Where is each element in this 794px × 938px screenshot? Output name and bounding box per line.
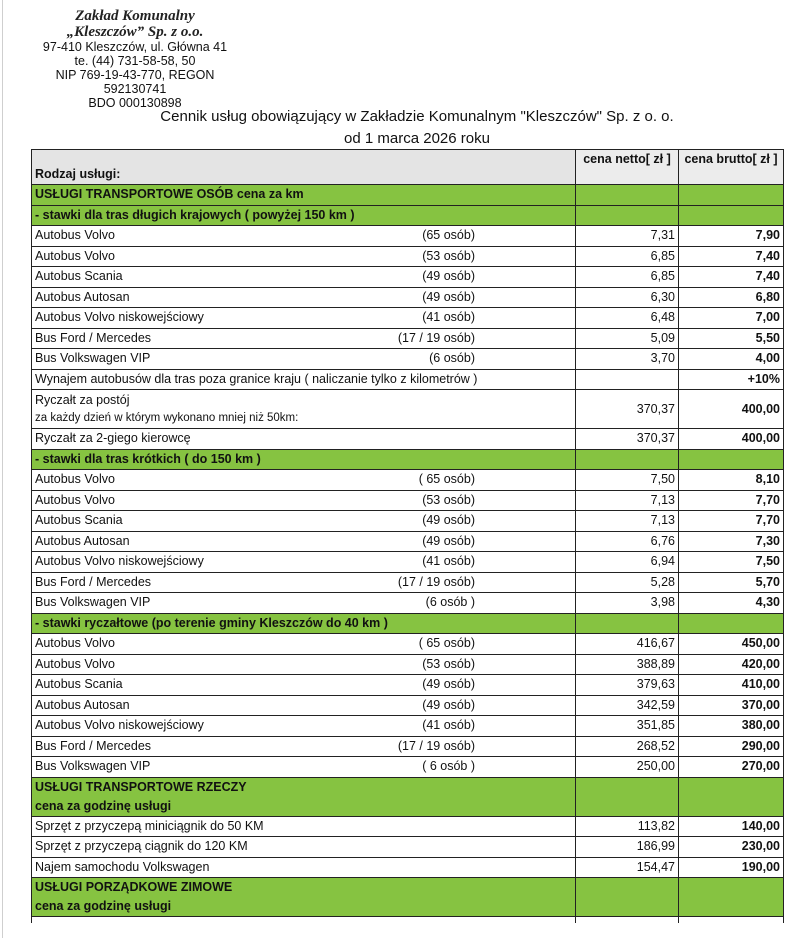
company-address: 97-410 Kleszczów, ul. Główna 41 <box>42 40 228 54</box>
document-title: Cennik usług obowiązujący w Zakładzie Komunalnym "Kleszczów" Sp. z o. o. <box>160 108 674 125</box>
net-price: 268,52 <box>576 736 679 757</box>
net-price: 3,98 <box>576 593 679 614</box>
net-price: 7,13 <box>576 511 679 532</box>
gross-price: 270,00 <box>679 757 784 778</box>
capacity: (41 osób) <box>422 310 475 325</box>
service-name: Bus Volkswagen VIP <box>35 351 151 366</box>
gross-price: 7,30 <box>679 531 784 552</box>
goods-rows <box>32 816 784 878</box>
net-price: 6,76 <box>576 531 679 552</box>
document-date: od 1 marca 2026 roku <box>344 130 490 147</box>
capacity: (41 osób) <box>422 718 475 733</box>
table-row <box>32 654 784 675</box>
table-row <box>32 287 784 308</box>
gross-price: 7,00 <box>679 308 784 329</box>
capacity: (65 osób) <box>422 228 475 243</box>
service-name: Autobus Autosan <box>35 533 130 548</box>
table-row-cutoff <box>32 917 784 924</box>
capacity: (49 osób) <box>422 533 475 548</box>
net-price: 250,00 <box>576 757 679 778</box>
service-name: Autobus Scania <box>35 269 123 284</box>
table-row <box>32 572 784 593</box>
capacity: (17 / 19 osób) <box>397 574 475 589</box>
table-row <box>32 593 784 614</box>
gross-price: 7,70 <box>679 490 784 511</box>
header-net: cena netto[ zł ] <box>576 150 679 185</box>
capacity: (6 osób) <box>429 351 475 366</box>
header-service: Rodzaj usługi: <box>32 150 576 185</box>
capacity: (49 osób) <box>422 269 475 284</box>
gross-price: 410,00 <box>679 675 784 696</box>
table-row <box>32 552 784 573</box>
service-name: Bus Volkswagen VIP <box>35 759 151 774</box>
table-row-abroad: Wynajem autobusów dla tras poza granice kraju ( naliczanie tylko z kilometrów ) +10% <box>32 369 784 390</box>
service-name: Autobus Scania <box>35 513 123 528</box>
company-bdo: BDO 000130898 <box>88 96 182 110</box>
capacity: (49 osób) <box>422 289 475 304</box>
service-name: Autobus Volvo niskowejściowy <box>35 310 204 325</box>
gross-price: 7,70 <box>679 511 784 532</box>
net-price: 416,67 <box>576 634 679 655</box>
table-header <box>32 150 784 185</box>
letterhead <box>30 8 240 110</box>
capacity: (41 osób) <box>422 554 475 569</box>
capacity: (53 osób) <box>422 248 475 263</box>
capacity: (49 osób) <box>422 513 475 528</box>
net-price: 7,31 <box>576 226 679 247</box>
gross-price: 5,70 <box>679 572 784 593</box>
long-route-rows <box>32 226 784 370</box>
net-price: 342,59 <box>576 695 679 716</box>
net-price: 5,28 <box>576 572 679 593</box>
price-table <box>31 149 784 923</box>
gross-price: 450,00 <box>679 634 784 655</box>
service-name: Bus Ford / Mercedes <box>35 330 152 345</box>
service-name: Autobus Volvo <box>35 636 115 651</box>
short-route-rows <box>32 470 784 614</box>
table-row <box>32 837 784 858</box>
table-row <box>32 470 784 491</box>
gross-price: 7,40 <box>679 267 784 288</box>
capacity: (17 / 19 osób) <box>397 738 475 753</box>
net-price: 6,30 <box>576 287 679 308</box>
table-row <box>32 634 784 655</box>
capacity: ( 6 osób ) <box>422 759 475 774</box>
service-name: Autobus Volvo <box>35 228 115 243</box>
table-row <box>32 675 784 696</box>
net-price: 6,48 <box>576 308 679 329</box>
table-row <box>32 328 784 349</box>
service-name: Autobus Volvo <box>35 248 115 263</box>
subsection-short-routes: - stawki dla tras krótkich ( do 150 km ) <box>32 449 784 470</box>
net-price: 113,82 <box>576 816 679 837</box>
capacity: (49 osób) <box>422 697 475 712</box>
table-row <box>32 695 784 716</box>
header-gross: cena brutto[ zł ] <box>679 150 784 185</box>
section-goods-title: USŁUGI TRANSPORTOWE RZECZY cena za godzinę usługi <box>32 777 784 816</box>
table-row <box>32 246 784 267</box>
gross-price: 230,00 <box>679 837 784 858</box>
net-price: 351,85 <box>576 716 679 737</box>
table-row <box>32 816 784 837</box>
gross-price: 4,30 <box>679 593 784 614</box>
capacity: (6 osób ) <box>425 595 475 610</box>
section-winter-title: USŁUGI PORZĄDKOWE ZIMOWE cena za godzinę usługi <box>32 878 784 917</box>
capacity: (17 / 19 osób) <box>397 330 475 345</box>
table-row <box>32 511 784 532</box>
table-row <box>32 267 784 288</box>
company-phone: te. (44) 731-58-58, 50 <box>74 54 196 68</box>
gross-price: 7,40 <box>679 246 784 267</box>
net-price: 3,70 <box>576 349 679 370</box>
gross-price: 380,00 <box>679 716 784 737</box>
company-name-2: „Kleszczów” Sp. z o.o. <box>66 24 204 40</box>
table-row-standby: Ryczałt za postój za każdy dzień w którym wykonano mniej niż 50km: 370,37 400,00 <box>32 390 784 429</box>
standby-line2: za każdy dzień w którym wykonano mniej niż 50km: <box>35 412 299 424</box>
net-price: 5,09 <box>576 328 679 349</box>
standby-line1: Ryczałt za postój <box>35 393 130 407</box>
gross-price: 290,00 <box>679 736 784 757</box>
gross-price: 7,90 <box>679 226 784 247</box>
capacity: (53 osób) <box>422 492 475 507</box>
table-row <box>32 226 784 247</box>
table-row <box>32 308 784 329</box>
net-price: 154,47 <box>576 857 679 878</box>
table-row <box>32 757 784 778</box>
capacity: (49 osób) <box>422 677 475 692</box>
gross-price: 5,50 <box>679 328 784 349</box>
net-price: 186,99 <box>576 837 679 858</box>
table-row-second-driver: Ryczałt za 2-giego kierowcę 370,37 400,00 <box>32 429 784 450</box>
service-name: Bus Volkswagen VIP <box>35 595 151 610</box>
net-price: 388,89 <box>576 654 679 675</box>
table-row <box>32 716 784 737</box>
service-name: Bus Ford / Mercedes <box>35 574 152 589</box>
gross-price: 4,00 <box>679 349 784 370</box>
flat-rate-rows <box>32 634 784 778</box>
gross-price: 190,00 <box>679 857 784 878</box>
service-name: Autobus Volvo <box>35 472 115 487</box>
service-name: Autobus Volvo niskowejściowy <box>35 718 204 733</box>
subsection-flat-rates: - stawki ryczałtowe (po terenie gminy Kleszczów do 40 km ) <box>32 613 784 634</box>
gross-price: 6,80 <box>679 287 784 308</box>
capacity: ( 65 osób) <box>418 472 475 487</box>
capacity: ( 65 osób) <box>418 636 475 651</box>
service-name: Autobus Volvo niskowejściowy <box>35 554 204 569</box>
service-name: Bus Ford / Mercedes <box>35 738 152 753</box>
net-price: 6,94 <box>576 552 679 573</box>
net-price: 379,63 <box>576 675 679 696</box>
service-name: Autobus Volvo <box>35 492 115 507</box>
service-name: Autobus Autosan <box>35 289 130 304</box>
table-row <box>32 349 784 370</box>
table-row <box>32 531 784 552</box>
net-price: 6,85 <box>576 246 679 267</box>
capacity: (53 osób) <box>422 656 475 671</box>
gross-price: 8,10 <box>679 470 784 491</box>
gross-price: 420,00 <box>679 654 784 675</box>
net-price: 7,13 <box>576 490 679 511</box>
table-row <box>32 490 784 511</box>
table-row <box>32 857 784 878</box>
subsection-long-routes: - stawki dla tras długich krajowych ( powyżej 150 km ) <box>32 205 784 226</box>
service-name: Najem samochodu Volkswagen <box>35 859 210 874</box>
table-row <box>32 736 784 757</box>
section-people-title: USŁUGI TRANSPORTOWE OSÓB cena za km <box>32 185 784 206</box>
service-name: Sprzęt z przyczepą miniciągnik do 50 KM <box>35 818 264 833</box>
service-name: Autobus Autosan <box>35 697 130 712</box>
gross-price: 370,00 <box>679 695 784 716</box>
page-edge <box>2 0 3 938</box>
net-price: 6,85 <box>576 267 679 288</box>
net-price: 7,50 <box>576 470 679 491</box>
service-name: Autobus Volvo <box>35 656 115 671</box>
service-name: Sprzęt z przyczepą ciągnik do 120 KM <box>35 839 248 854</box>
company-nip-regon: NIP 769-19-43-770, REGON 592130741 <box>55 68 215 96</box>
gross-price: 7,50 <box>679 552 784 573</box>
gross-price: 140,00 <box>679 816 784 837</box>
service-name: Autobus Scania <box>35 677 123 692</box>
company-name: Zakład Komunalny <box>75 8 195 24</box>
